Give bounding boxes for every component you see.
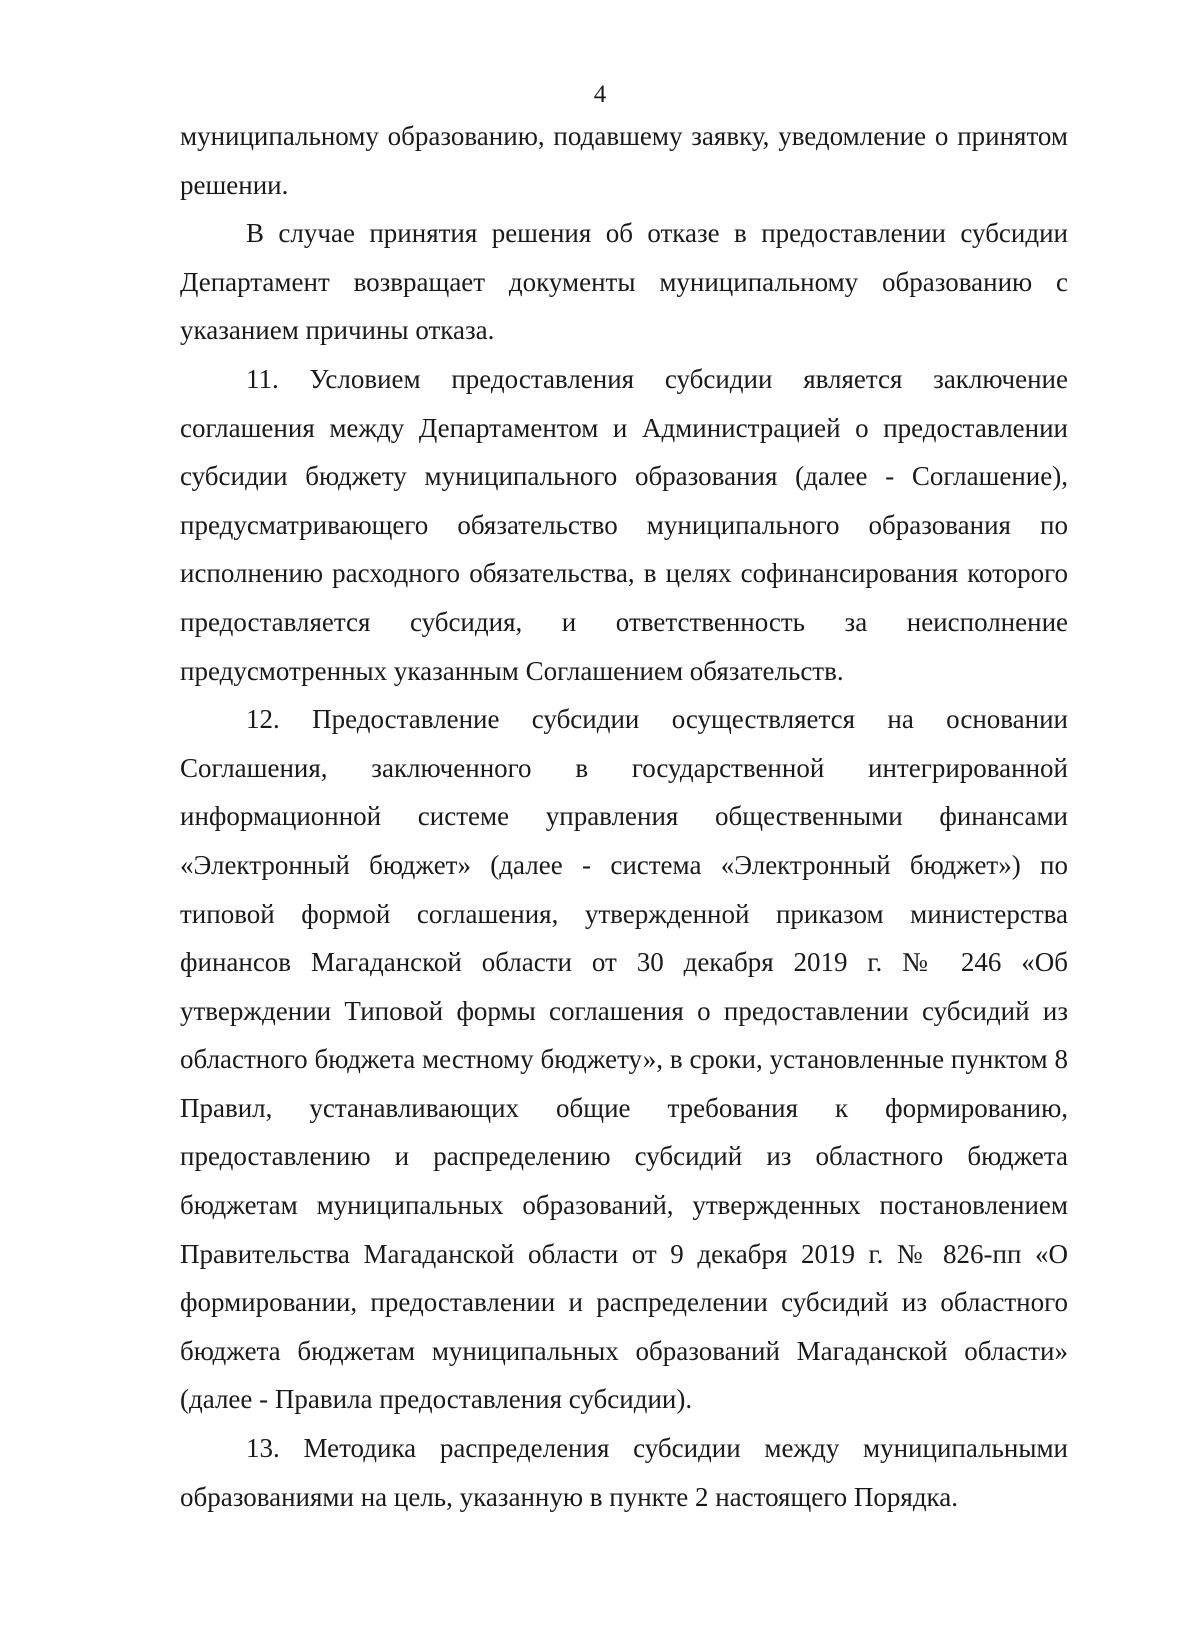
paragraph-12-subsidy-provision: 12. Предоставление субсидии осуществляется на основании Соглашения, заключенного в государственной интегрированной информационной системе управления общественными финансами «Электронный бюджет» (далее - система «Электронный бюджет») по типовой формой соглашения, утвержденной приказом министерства финансов Магаданской области от 30 декабря 2019 г. № 246 «Об утверждении Типовой формы соглашения о предоставлении субсидий из областного бюджета местному бюджету», в сроки, установленные пунктом 8 Правил, устанавливающих общие требования к формированию, предоставлению и распределению субсидий из областного бюджета бюджетам муниципальных образований, утвержденных постановлением Правительства Магаданской области от 9 декабря 2019 г. № 826-пп «О формировании, предоставлении и распределении субсидий из областного бюджета бюджетам муниципальных образований Магаданской области» (далее - Правила предоставления субсидии). xyxy=(180,704,1068,1415)
paragraph-refusal: В случае принятия решения об отказе в предоставлении субсидии Департамент возвращает документы муниципальному образованию с указанием причины отказа. xyxy=(180,218,1068,346)
paragraph-notification-continuation: муниципальному образованию, подавшему заявку, уведомление о принятом решении. xyxy=(180,121,1068,200)
paragraph-13-distribution-method: 13. Методика распределения субсидии между муниципальными образованиями на цель, указанную в пункте 2 настоящего Порядка. xyxy=(180,1433,1068,1512)
page-number: 4 xyxy=(593,81,607,108)
paragraph-11-agreement-condition: 11. Условием предоставления субсидии является заключение соглашения между Департаментом и Администрацией о предоставлении субсидии бюджету муниципального образования (далее - Соглашение), предусматривающего обязательство муниципального образования по исполнению расходного обязательства, в целях софинансирования которого предоставляется субсидия, и ответственность за неисполнение предусмотренных указанным Соглашением обязательств. xyxy=(180,363,1068,686)
document-body xyxy=(180,112,1068,1521)
